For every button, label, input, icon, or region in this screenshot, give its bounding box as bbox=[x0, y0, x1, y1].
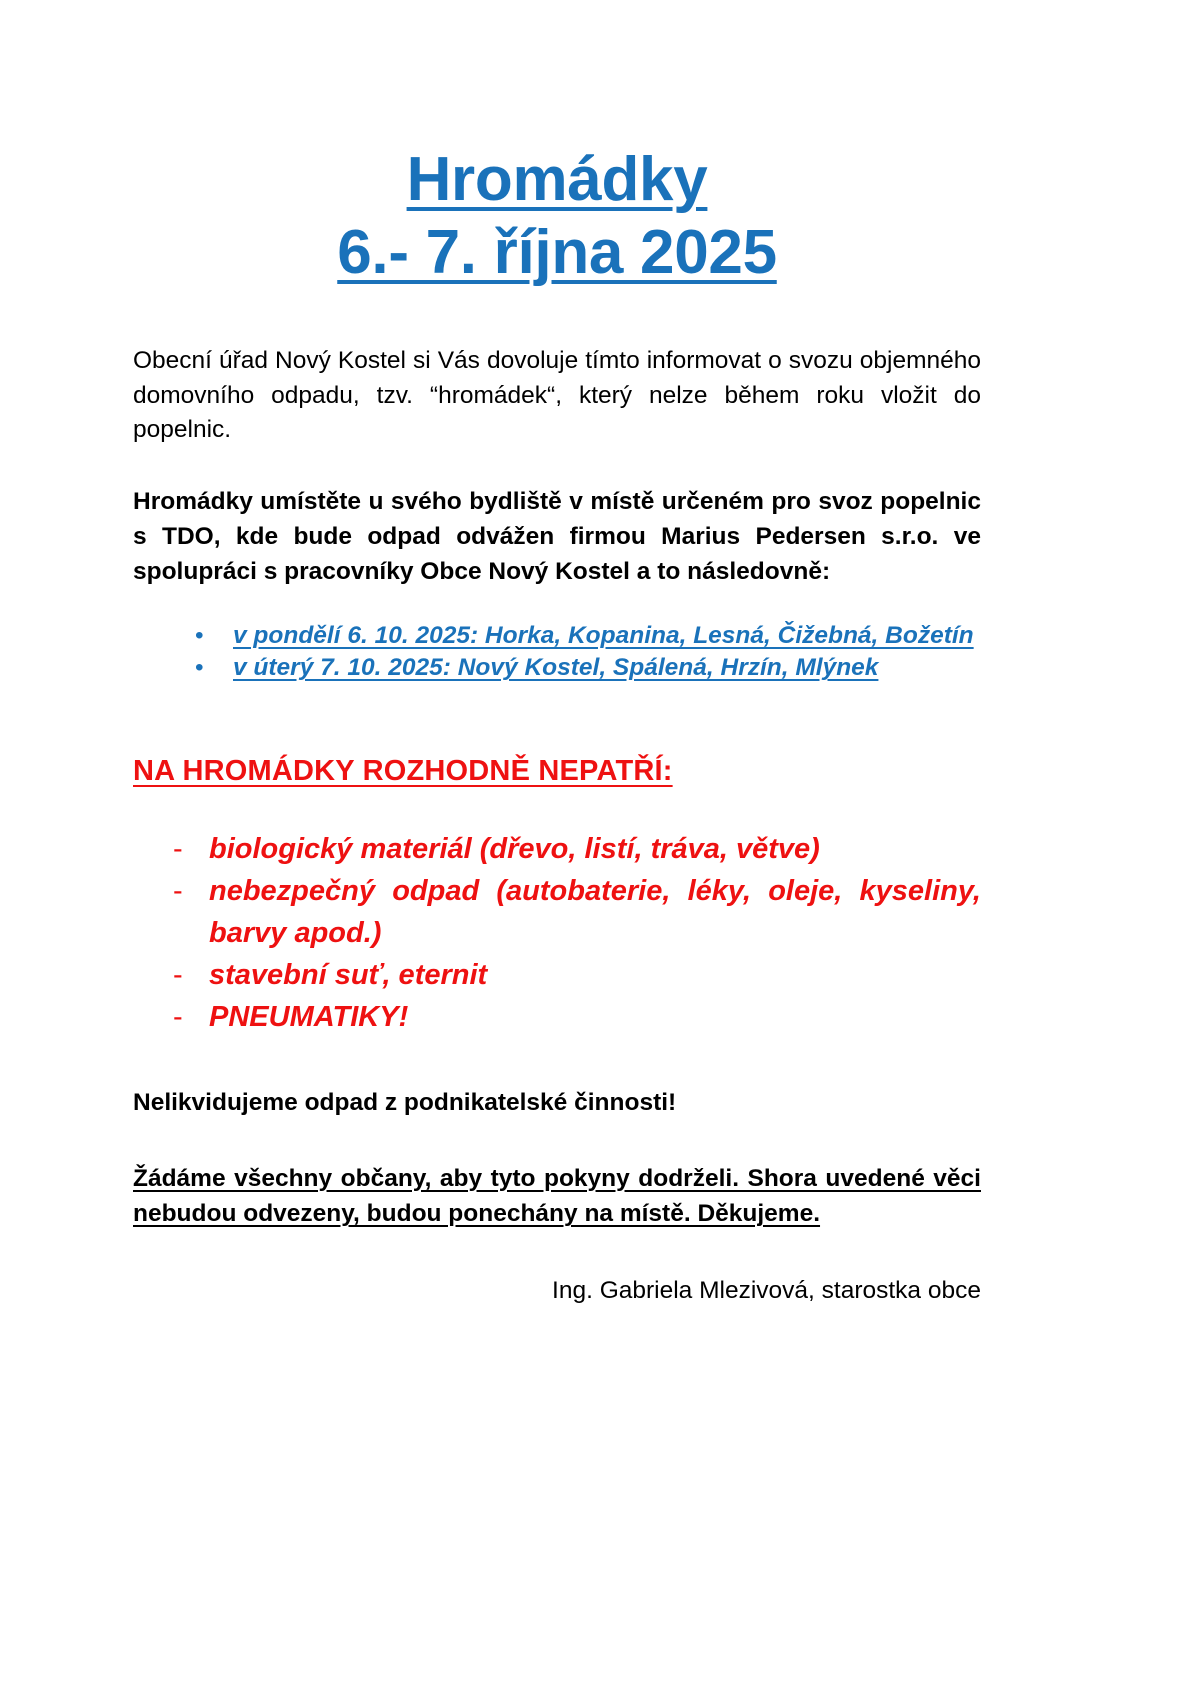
title-line-secondary-text: 6.- 7. října 2025 bbox=[337, 218, 777, 288]
title-line-primary-text: Hromádky bbox=[406, 145, 708, 214]
bullet-icon: • bbox=[195, 621, 204, 649]
compliance-request bbox=[133, 1161, 981, 1232]
list-item bbox=[173, 996, 981, 1038]
prohibited-item-rubble: stavební suť, eternit bbox=[209, 958, 488, 991]
bullet-icon: • bbox=[195, 654, 204, 682]
collection-schedule-list bbox=[133, 620, 981, 685]
dash-marker-icon: - bbox=[173, 958, 183, 991]
title-line-secondary bbox=[133, 218, 981, 287]
list-item bbox=[195, 652, 981, 685]
list-item bbox=[173, 828, 981, 870]
prohibited-items-list bbox=[133, 828, 981, 1038]
business-waste-notice: Nelikvidujeme odpad z podnikatelské činnosti! bbox=[133, 1088, 677, 1116]
document-title bbox=[133, 145, 981, 288]
title-line-primary bbox=[133, 145, 981, 214]
intro-paragraph: Obecní úřad Nový Kostel si Vás dovoluje tímto informovat o svozu objemného domovního odpadu, tzv. “hromádek“, který nelze během roku vložit do popelnic. bbox=[133, 346, 981, 444]
instruction-paragraph: Hromádky umístěte u svého bydliště v místě určeném pro svoz popelnic s TDO, kde bude odpad odvážen firmou Marius Pedersen s.r.o. ve spolupráci s pracovníky Obce Nový Kostel a to následovně: bbox=[133, 488, 981, 585]
dash-marker-icon: - bbox=[173, 874, 183, 907]
list-item bbox=[195, 620, 981, 653]
signature-line: Ing. Gabriela Mlezivová, starostka obce bbox=[552, 1276, 981, 1304]
dash-marker-icon: - bbox=[173, 832, 183, 865]
schedule-item-monday: v pondělí 6. 10. 2025: Horka, Kopanina, Lesná, Čižebná, Božetín bbox=[233, 621, 974, 649]
prohibited-item-hazardous: nebezpečný odpad (autobaterie, léky, oleje, kyseliny, barvy apod.) bbox=[209, 874, 981, 949]
list-item bbox=[173, 870, 981, 954]
prohibited-item-biological: biologický materiál (dřevo, listí, tráva, větve) bbox=[209, 832, 820, 865]
document-content bbox=[133, 0, 981, 1305]
prohibited-item-tyres: PNEUMATIKY! bbox=[209, 1000, 409, 1033]
compliance-request-text: Žádáme všechny občany, aby tyto pokyny dodrželi. Shora uvedené věci nebudou odvezeny, budou ponechány na místě. Děkujeme. bbox=[133, 1164, 981, 1228]
schedule-item-tuesday: v úterý 7. 10. 2025: Nový Kostel, Spálená, Hrzín, Mlýnek bbox=[233, 654, 879, 682]
list-item bbox=[173, 954, 981, 996]
dash-marker-icon: - bbox=[173, 1000, 183, 1033]
prohibited-heading bbox=[133, 755, 981, 788]
prohibited-heading-text: NA HROMÁDKY ROZHODNĚ NEPATŘÍ: bbox=[133, 754, 673, 787]
